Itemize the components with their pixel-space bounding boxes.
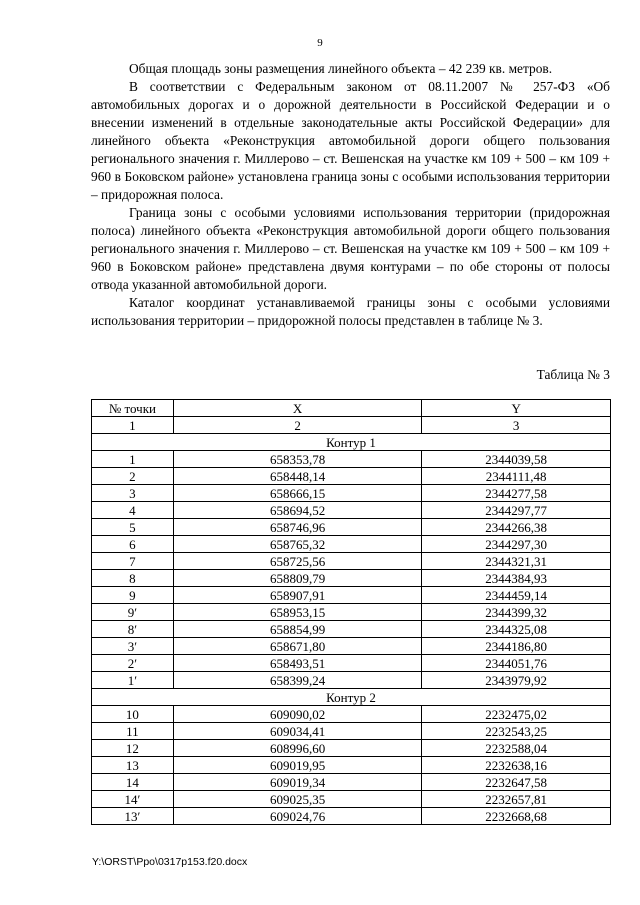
x-coordinate-cell: 609034,41 [173, 723, 421, 740]
x-coordinate-cell: 609090,02 [173, 706, 421, 723]
table-row [92, 485, 611, 502]
paragraph-catalog: Каталог координат устанавливаемой границы зоны с особыми условиями использования территории – придорожной полосы представлен в таблице № 3. [91, 295, 610, 328]
point-number-cell: 9 [92, 587, 174, 604]
table-row [92, 621, 611, 638]
x-coordinate-cell: 658953,15 [173, 604, 421, 621]
point-number-cell: 3′ [92, 638, 174, 655]
coordinates-table [91, 399, 611, 825]
x-coordinate-cell: 609019,95 [173, 757, 421, 774]
x-coordinate-cell: 658725,56 [173, 553, 421, 570]
page-number: 9 [317, 37, 323, 49]
paragraph-law: В соответствии с Федеральным законом от 08.11.2007 № 257-ФЗ «Об автомобильных дорогах и о дорожной деятельности в Российской Федерации и о внесении изменений в отдельные законодательные акты Российской Федерации» для линейного объекта «Реконструкция автомобильной дороги общего пользования регионального значения г. Миллерово – ст. Вешенская на участке км 109 + 500 – км 109 + 960 в Боковском районе» установлена граница зоны с особыми использования территории – придорожная полоса. [91, 79, 610, 202]
y-coordinate-cell: 2344325,08 [422, 621, 611, 638]
y-coordinate-cell: 2232668,68 [422, 808, 611, 825]
point-number-cell: 12 [92, 740, 174, 757]
y-coordinate-cell: 2344266,38 [422, 519, 611, 536]
table-row [92, 757, 611, 774]
x-coordinate-cell: 609025,35 [173, 791, 421, 808]
point-number-cell: 9′ [92, 604, 174, 621]
point-number-cell: 1 [92, 451, 174, 468]
column-number: 2 [173, 417, 421, 434]
table-row [92, 587, 611, 604]
contour-title-row [92, 434, 611, 451]
table-row [92, 553, 611, 570]
paragraph-boundary: Граница зоны с особыми условиями использования территории (придорожная полоса) линейного объекта «Реконструкция автомобильной дороги общего пользования регионального значения г. Миллерово – ст. Вешенская на участке км 109 + 500 – км 109 + 960 в Боковском районе» представлена двумя контурами – по обе стороны от полосы отвода указанной автомобильной дороги. [91, 205, 610, 292]
x-coordinate-cell: 609019,34 [173, 774, 421, 791]
table-row [92, 570, 611, 587]
y-coordinate-cell: 2343979,92 [422, 672, 611, 689]
y-coordinate-cell: 2344297,77 [422, 502, 611, 519]
table-row [92, 655, 611, 672]
y-coordinate-cell: 2344321,31 [422, 553, 611, 570]
table-row [92, 536, 611, 553]
document-body [91, 60, 610, 330]
x-coordinate-cell: 658854,99 [173, 621, 421, 638]
point-number-cell: 10 [92, 706, 174, 723]
table-row [92, 791, 611, 808]
table-row [92, 604, 611, 621]
contour-title: Контур 1 [92, 434, 611, 451]
point-number-cell: 5 [92, 519, 174, 536]
x-coordinate-cell: 658907,91 [173, 587, 421, 604]
x-coordinate-cell: 608996,60 [173, 740, 421, 757]
table-row [92, 774, 611, 791]
point-number-cell: 8′ [92, 621, 174, 638]
point-number-cell: 8 [92, 570, 174, 587]
point-number-cell: 13′ [92, 808, 174, 825]
x-coordinate-cell: 658671,80 [173, 638, 421, 655]
table-row [92, 519, 611, 536]
x-coordinate-cell: 658353,78 [173, 451, 421, 468]
footer-file-path: Y:\ORST\Ppo\0317p153.f20.docx [92, 856, 248, 868]
point-number-cell: 6 [92, 536, 174, 553]
header-y: Y [422, 400, 611, 417]
table-row [92, 706, 611, 723]
x-coordinate-cell: 658746,96 [173, 519, 421, 536]
coordinates-table-body [92, 400, 611, 825]
y-coordinate-cell: 2232647,58 [422, 774, 611, 791]
y-coordinate-cell: 2232657,81 [422, 791, 611, 808]
y-coordinate-cell: 2232475,02 [422, 706, 611, 723]
table-row [92, 740, 611, 757]
y-coordinate-cell: 2232638,16 [422, 757, 611, 774]
y-coordinate-cell: 2232543,25 [422, 723, 611, 740]
y-coordinate-cell: 2344051,76 [422, 655, 611, 672]
table-row [92, 723, 611, 740]
point-number-cell: 13 [92, 757, 174, 774]
column-number: 3 [422, 417, 611, 434]
y-coordinate-cell: 2232588,04 [422, 740, 611, 757]
point-number-cell: 4 [92, 502, 174, 519]
x-coordinate-cell: 658448,14 [173, 468, 421, 485]
x-coordinate-cell: 658694,52 [173, 502, 421, 519]
y-coordinate-cell: 2344399,32 [422, 604, 611, 621]
contour-title-row [92, 689, 611, 706]
y-coordinate-cell: 2344111,48 [422, 468, 611, 485]
column-number: 1 [92, 417, 174, 434]
table-row [92, 672, 611, 689]
point-number-cell: 3 [92, 485, 174, 502]
point-number-cell: 2 [92, 468, 174, 485]
y-coordinate-cell: 2344186,80 [422, 638, 611, 655]
header-x: X [173, 400, 421, 417]
table-row [92, 468, 611, 485]
x-coordinate-cell: 658809,79 [173, 570, 421, 587]
paragraph-area: Общая площадь зоны размещения линейного объекта – 42 239 кв. метров. [129, 61, 553, 76]
x-coordinate-cell: 658666,15 [173, 485, 421, 502]
y-coordinate-cell: 2344297,30 [422, 536, 611, 553]
y-coordinate-cell: 2344384,93 [422, 570, 611, 587]
point-number-cell: 14′ [92, 791, 174, 808]
point-number-cell: 11 [92, 723, 174, 740]
x-coordinate-cell: 658493,51 [173, 655, 421, 672]
table-row [92, 808, 611, 825]
header-point: № точки [92, 400, 174, 417]
point-number-cell: 1′ [92, 672, 174, 689]
table-header-row [92, 400, 611, 417]
point-number-cell: 2′ [92, 655, 174, 672]
table-row [92, 502, 611, 519]
y-coordinate-cell: 2344039,58 [422, 451, 611, 468]
table-row [92, 638, 611, 655]
point-number-cell: 7 [92, 553, 174, 570]
contour-title: Контур 2 [92, 689, 611, 706]
x-coordinate-cell: 658399,24 [173, 672, 421, 689]
y-coordinate-cell: 2344277,58 [422, 485, 611, 502]
column-number-row [92, 417, 611, 434]
y-coordinate-cell: 2344459,14 [422, 587, 611, 604]
x-coordinate-cell: 658765,32 [173, 536, 421, 553]
x-coordinate-cell: 609024,76 [173, 808, 421, 825]
point-number-cell: 14 [92, 774, 174, 791]
table-row [92, 451, 611, 468]
table-caption: Таблица № 3 [536, 367, 610, 382]
